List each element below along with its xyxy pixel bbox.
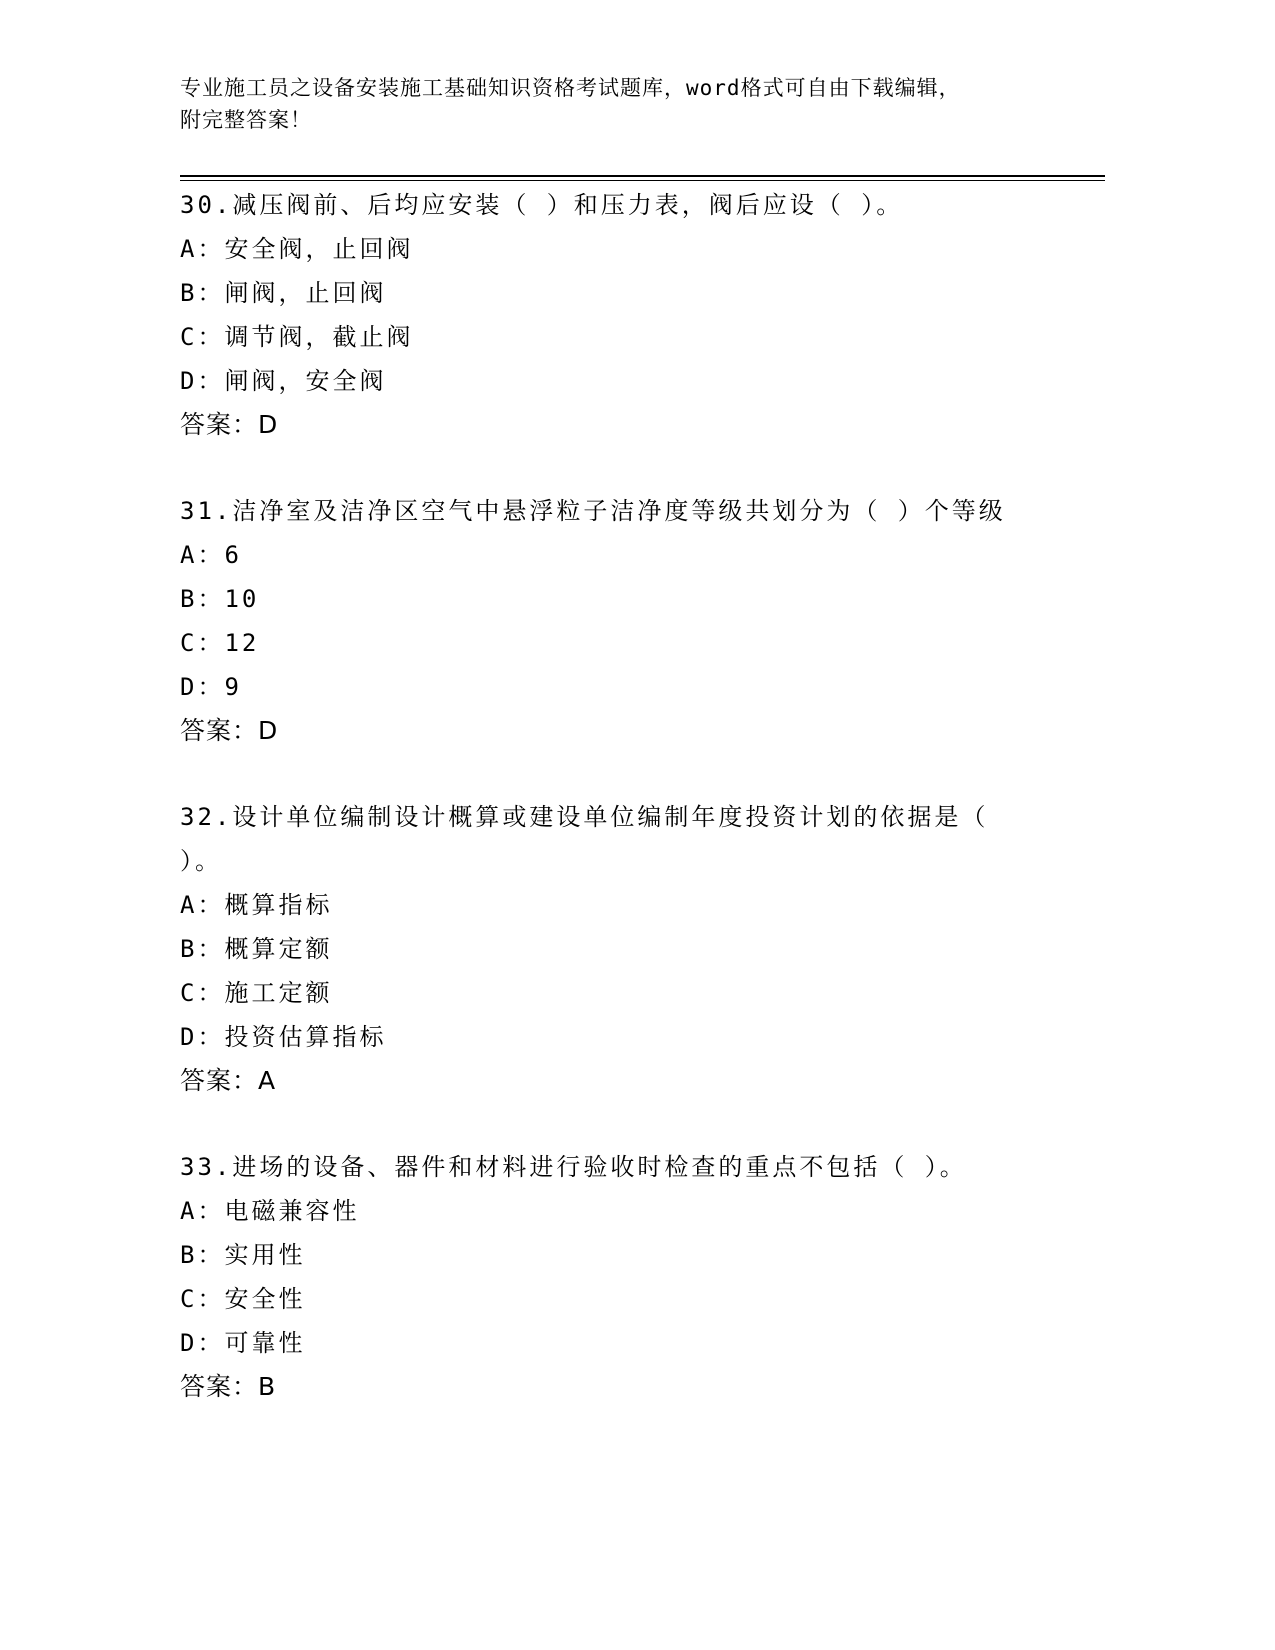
option-text: 6 — [224, 541, 242, 569]
option-letter: D — [180, 1023, 198, 1051]
option-separator: ： — [197, 367, 225, 395]
option-separator: ： — [197, 979, 225, 1007]
answer-line: 答案：D — [180, 716, 279, 745]
document-header — [180, 72, 1040, 136]
option-text: 9 — [224, 673, 242, 701]
option-text: 安全性 — [224, 1285, 306, 1313]
option-text: 概算指标 — [224, 891, 333, 919]
option-separator: ： — [197, 1197, 225, 1225]
option-letter: D — [180, 1329, 198, 1357]
header-divider-thin — [180, 180, 1105, 181]
question-32 — [180, 795, 1060, 1103]
option-letter: B — [180, 1241, 198, 1269]
header-line-2: 附完整答案！ — [180, 108, 312, 132]
option-separator: ： — [197, 935, 225, 963]
answer-line: 答案：B — [180, 1372, 277, 1401]
question-stem: 30.减压阀前、后均应安装（ ）和压力表，阀后应设（ ）。 — [180, 191, 904, 219]
header-divider-thick — [180, 175, 1105, 177]
option-c — [180, 315, 1060, 359]
option-text: 10 — [224, 585, 260, 613]
option-letter: A — [180, 541, 198, 569]
option-a — [180, 1189, 1060, 1233]
option-text: 安全阀，止回阀 — [224, 235, 414, 263]
header-line-1: 专业施工员之设备安装施工基础知识资格考试题库，word格式可自由下载编辑， — [180, 76, 961, 100]
option-a — [180, 533, 1060, 577]
option-d — [180, 359, 1060, 403]
option-d — [180, 665, 1060, 709]
option-b — [180, 577, 1060, 621]
option-b — [180, 271, 1060, 315]
option-a — [180, 227, 1060, 271]
option-separator: ： — [197, 1241, 225, 1269]
option-letter: C — [180, 1285, 198, 1313]
option-text: 闸阀，安全阀 — [224, 367, 387, 395]
option-text: 电磁兼容性 — [224, 1197, 360, 1225]
option-c — [180, 971, 1060, 1015]
option-letter: B — [180, 585, 198, 613]
option-text: 可靠性 — [224, 1329, 306, 1357]
option-separator: ： — [197, 629, 225, 657]
option-b — [180, 927, 1060, 971]
question-stem: 31.洁净室及洁净区空气中悬浮粒子洁净度等级共划分为（ ）个等级 — [180, 497, 1006, 525]
option-text: 闸阀，止回阀 — [224, 279, 387, 307]
option-d — [180, 1321, 1060, 1365]
option-separator: ： — [197, 585, 225, 613]
option-c — [180, 1277, 1060, 1321]
option-text: 施工定额 — [224, 979, 333, 1007]
option-separator: ： — [197, 1023, 225, 1051]
option-letter: D — [180, 673, 198, 701]
question-33 — [180, 1145, 1060, 1409]
option-b — [180, 1233, 1060, 1277]
question-30 — [180, 183, 1060, 447]
option-d — [180, 1015, 1060, 1059]
option-a — [180, 883, 1060, 927]
option-separator: ： — [197, 323, 225, 351]
option-letter: D — [180, 367, 198, 395]
option-separator: ： — [197, 1329, 225, 1357]
option-separator: ： — [197, 891, 225, 919]
option-separator: ： — [197, 1285, 225, 1313]
question-stem: 32.设计单位编制设计概算或建设单位编制年度投资计划的依据是（ — [180, 803, 989, 831]
option-separator: ： — [197, 541, 225, 569]
option-text: 12 — [224, 629, 260, 657]
option-text: 调节阀，截止阀 — [224, 323, 414, 351]
answer-line: 答案：A — [180, 1066, 277, 1095]
option-letter: A — [180, 891, 198, 919]
question-stem: 33.进场的设备、器件和材料进行验收时检查的重点不包括（ ）。 — [180, 1153, 967, 1181]
option-letter: A — [180, 235, 198, 263]
option-letter: B — [180, 935, 198, 963]
option-letter: C — [180, 323, 198, 351]
option-letter: B — [180, 279, 198, 307]
option-separator: ： — [197, 235, 225, 263]
option-text: 概算定额 — [224, 935, 333, 963]
question-list — [180, 183, 1060, 1451]
option-text: 实用性 — [224, 1241, 306, 1269]
question-31 — [180, 489, 1060, 753]
option-separator: ： — [197, 673, 225, 701]
option-letter: C — [180, 979, 198, 1007]
option-separator: ： — [197, 279, 225, 307]
answer-line: 答案：D — [180, 410, 279, 439]
question-stem-continued: ）。 — [180, 847, 222, 875]
option-letter: C — [180, 629, 198, 657]
option-letter: A — [180, 1197, 198, 1225]
option-c — [180, 621, 1060, 665]
option-text: 投资估算指标 — [224, 1023, 387, 1051]
